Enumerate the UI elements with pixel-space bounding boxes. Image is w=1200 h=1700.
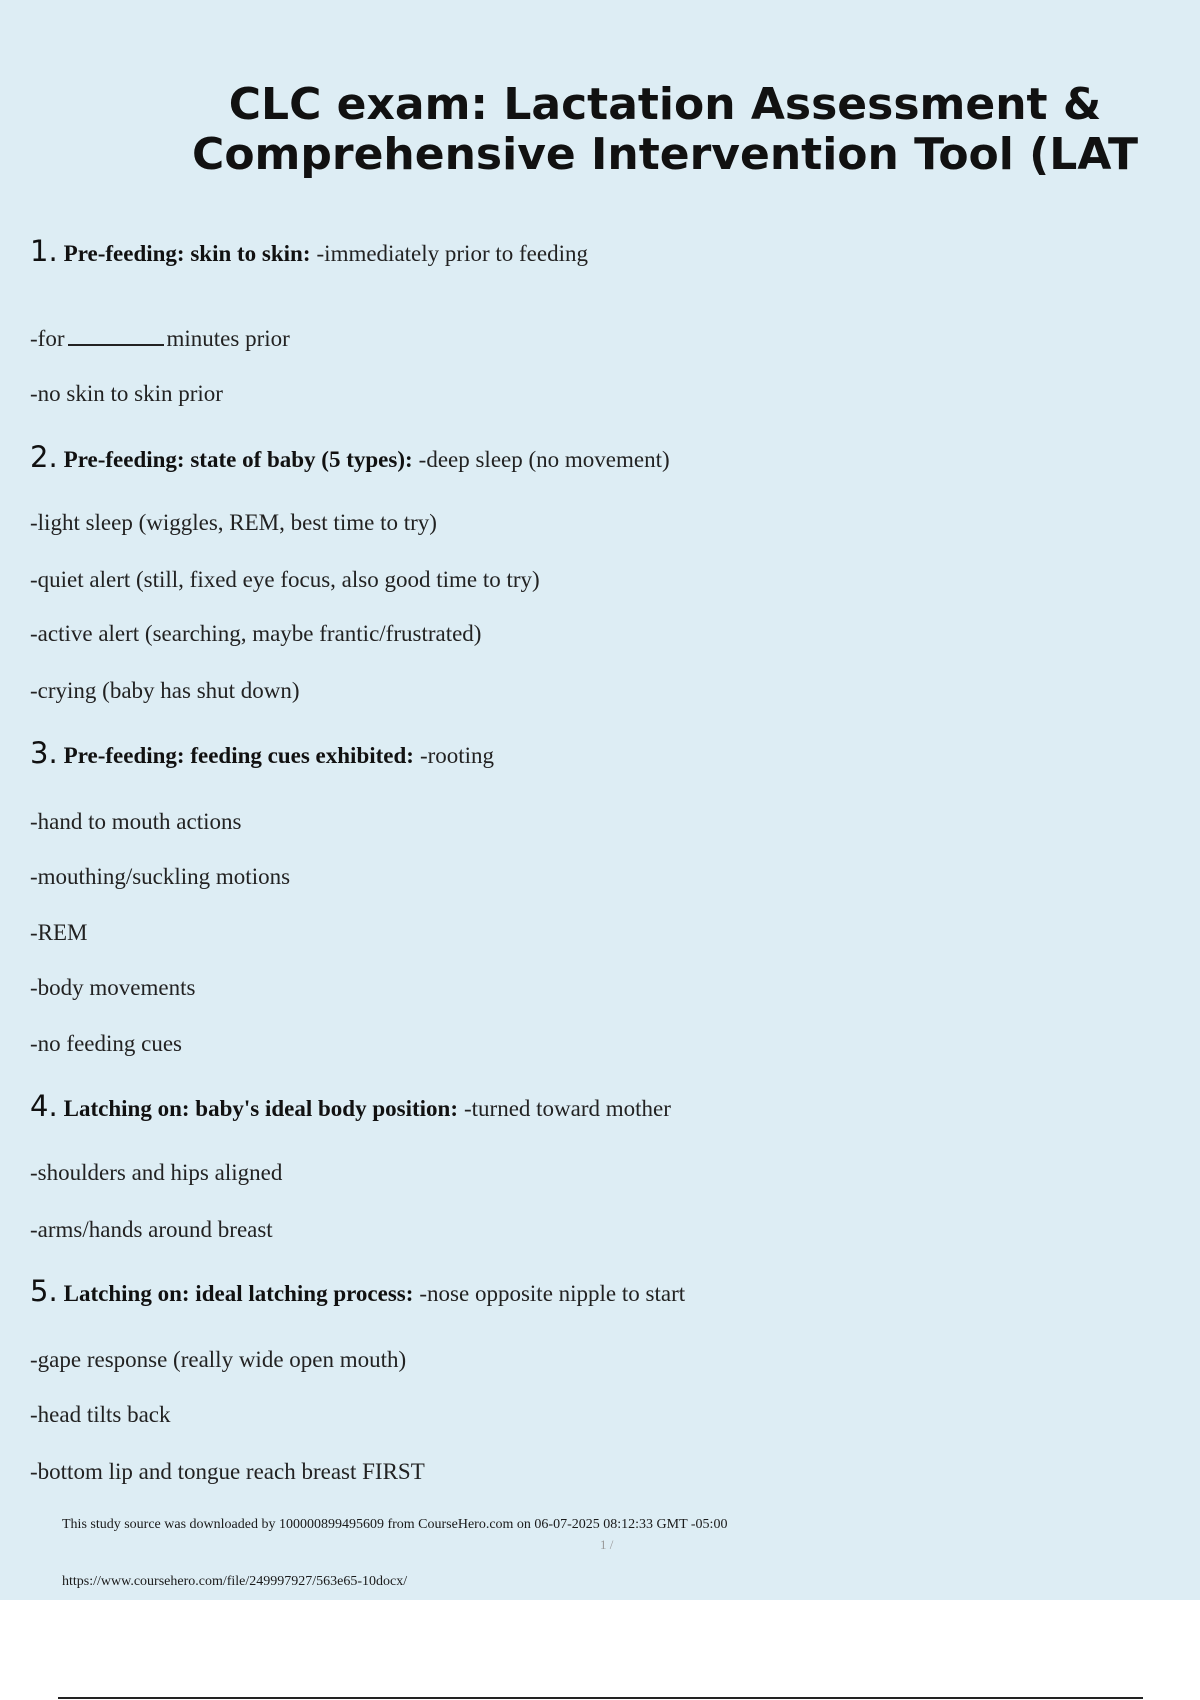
answer-text: -shoulders and hips aligned xyxy=(30,1160,283,1185)
answer-text: -bottom lip and tongue reach breast FIRST xyxy=(30,1459,425,1484)
title-line-2: Comprehensive Intervention Tool (LAT xyxy=(192,129,1138,180)
question-label: Pre-feeding: feeding cues exhibited: xyxy=(63,743,414,768)
answer-line xyxy=(30,322,290,354)
answer-text: -nose opposite nipple to start xyxy=(419,1281,686,1306)
question-2-heading xyxy=(30,442,670,475)
answer-line xyxy=(30,619,481,649)
answer-line xyxy=(30,807,241,837)
title-line-1: CLC exam: Lactation Assessment & xyxy=(228,79,1102,130)
answer-text: -immediately prior to feeding xyxy=(316,241,588,266)
answer-text: -arms/hands around breast xyxy=(30,1217,273,1242)
answer-text: -active alert (searching, maybe frantic/frustrated) xyxy=(30,621,482,646)
answer-text: -for xyxy=(30,326,65,351)
question-label: Latching on: baby's ideal body position: xyxy=(63,1096,458,1121)
answer-text: -turned toward mother xyxy=(463,1096,671,1121)
answer-line xyxy=(30,565,540,595)
answer-text: -rooting xyxy=(419,743,495,768)
answer-line xyxy=(30,1215,273,1245)
answer-text: minutes prior xyxy=(166,326,290,351)
question-number: 3. xyxy=(30,736,58,770)
answer-text: -hand to mouth actions xyxy=(30,809,242,834)
answer-line xyxy=(30,508,437,538)
answer-line xyxy=(30,379,223,409)
question-5-heading xyxy=(30,1276,685,1309)
fill-in-blank xyxy=(68,322,164,346)
answer-text: -REM xyxy=(30,920,88,945)
answer-text: -gape response (really wide open mouth) xyxy=(30,1347,407,1372)
question-number: 2. xyxy=(30,440,58,474)
answer-text: -light sleep (wiggles, REM, best time to try) xyxy=(30,510,437,535)
answer-text: -crying (baby has shut down) xyxy=(30,678,300,703)
source-url-link[interactable]: https://www.coursehero.com/file/249997927/563e65-10docx/ xyxy=(62,1574,408,1589)
question-number: 1. xyxy=(30,234,58,268)
source-notice: This study source was downloaded by 100000899495609 from CourseHero.com on 06-07-2025 08:12:33 GMT -05:00 xyxy=(62,1517,728,1532)
answer-text: -body movements xyxy=(30,975,196,1000)
answer-text: -deep sleep (no movement) xyxy=(418,447,670,472)
question-3-heading xyxy=(30,738,494,771)
question-1-heading xyxy=(30,236,588,269)
answer-line xyxy=(30,1158,282,1188)
question-4-heading xyxy=(30,1091,671,1124)
answer-line xyxy=(30,1345,406,1375)
answer-text: -mouthing/suckling motions xyxy=(30,864,291,889)
answer-line xyxy=(30,1457,425,1487)
page-bottom-rule xyxy=(58,1697,1143,1699)
answer-line xyxy=(30,1400,171,1430)
answer-line xyxy=(30,973,195,1003)
answer-line xyxy=(30,862,290,892)
answer-line xyxy=(30,1029,182,1059)
answer-text: -no feeding cues xyxy=(30,1031,182,1056)
answer-text: -no skin to skin prior xyxy=(30,381,223,406)
question-number: 4. xyxy=(30,1089,58,1123)
question-label: Pre-feeding: state of baby (5 types): xyxy=(63,447,413,472)
question-label: Pre-feeding: skin to skin: xyxy=(63,241,311,266)
answer-line xyxy=(30,676,300,706)
answer-text: -head tilts back xyxy=(30,1402,171,1427)
answer-text: -quiet alert (still, fixed eye focus, also good time to try) xyxy=(30,567,540,592)
answer-line xyxy=(30,918,88,948)
question-label: Latching on: ideal latching process: xyxy=(63,1281,414,1306)
question-number: 5. xyxy=(30,1274,58,1308)
page-number: 1 / xyxy=(600,1537,614,1552)
document-title xyxy=(150,80,1180,180)
